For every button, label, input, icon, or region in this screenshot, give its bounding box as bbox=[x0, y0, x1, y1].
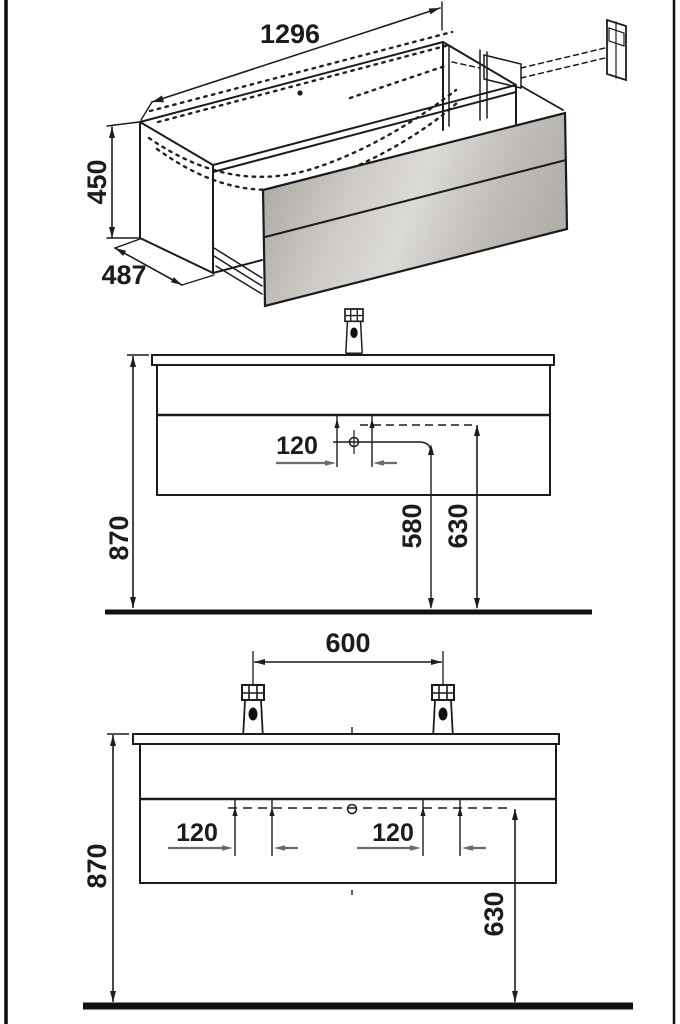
label-left-drain-offset-120: 120 bbox=[176, 819, 218, 847]
countertop bbox=[133, 734, 559, 744]
label-mounting-height-870: 870 bbox=[104, 515, 134, 561]
label-outlet-height-630: 630 bbox=[443, 503, 473, 549]
label-right-drain-offset-120: 120 bbox=[372, 819, 414, 847]
cabinet-body bbox=[140, 744, 556, 883]
label-height-450: 450 bbox=[82, 159, 112, 205]
dim-tap-spacing-600 bbox=[254, 628, 442, 665]
label-drain-offset-120: 120 bbox=[276, 432, 318, 460]
dim-mounting-height-870 bbox=[104, 355, 149, 608]
dim-width-1296 bbox=[141, 2, 442, 120]
label-width-1296: 1296 bbox=[259, 19, 321, 49]
label-tap-spacing-600: 600 bbox=[325, 628, 371, 658]
drawer-front-panel bbox=[263, 113, 567, 306]
front-view-double-basin bbox=[82, 628, 633, 1006]
label-mounting-height-870: 870 bbox=[82, 843, 112, 889]
dim-mounting-height-870 bbox=[82, 734, 129, 1002]
front-view-single-basin bbox=[104, 309, 592, 612]
tap-hole-dot bbox=[297, 90, 302, 95]
faucet-symbol-right bbox=[432, 685, 454, 739]
faucet-symbol bbox=[345, 309, 363, 353]
center-drain-hole bbox=[348, 805, 357, 814]
isometric-view bbox=[82, 2, 626, 306]
label-depth-487: 487 bbox=[101, 260, 147, 290]
dim-height-450 bbox=[82, 122, 139, 238]
faucet-symbol-left bbox=[242, 685, 264, 739]
countertop bbox=[152, 355, 554, 365]
label-trap-height-580: 580 bbox=[397, 503, 427, 549]
mounting-brackets bbox=[449, 20, 626, 126]
label-outlet-height-630: 630 bbox=[479, 891, 509, 937]
